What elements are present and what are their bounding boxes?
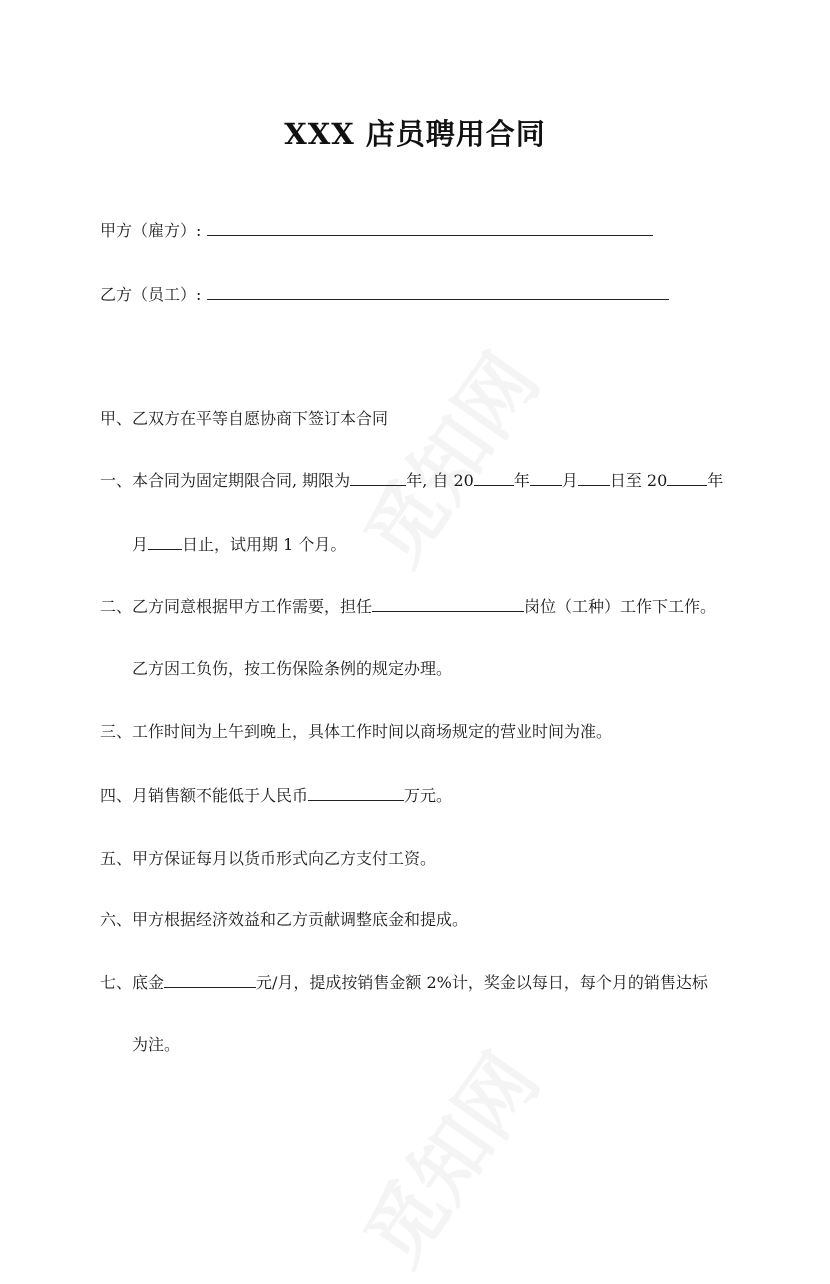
end-month-blank[interactable]: [148, 534, 182, 550]
clause-1-line-2: [132, 534, 346, 556]
clause-4-text: 四、月销售额不能低于人民币: [100, 786, 309, 805]
party-b-line: [100, 284, 669, 306]
watermark-bottom: [334, 1028, 560, 1284]
clause-7-line-2: 为注。: [132, 1035, 181, 1054]
base-salary-blank[interactable]: [164, 972, 256, 988]
clause-3: 三、工作时间为上午到晚上，具体工作时间以商场规定的营业时间为准。: [100, 722, 613, 741]
clause-7-line-1: [100, 972, 708, 994]
clause-1-text: 日止，试用期 1 个月。: [182, 535, 347, 554]
document-title: XXX 店员聘用合同: [284, 117, 546, 151]
watermark: [334, 328, 560, 584]
clause-1-text: 年: [707, 471, 724, 490]
party-a-line: [100, 220, 653, 242]
clause-1-text: 日至 20: [609, 471, 668, 490]
party-a-label: 甲方（雇方）:: [100, 221, 202, 240]
clause-2-line-1: [100, 596, 716, 618]
clause-1-text: 月: [132, 535, 149, 554]
start-day-blank[interactable]: [578, 470, 610, 486]
sales-amount-blank[interactable]: [308, 785, 404, 801]
start-month-blank[interactable]: [530, 470, 562, 486]
clause-2-text: 岗位（工种）工作下工作。: [524, 597, 717, 616]
clause-7-text: 七、底金: [100, 973, 165, 992]
clause-1-text: 一、本合同为固定期限合同, 期限为: [100, 471, 351, 490]
start-year-blank[interactable]: [474, 470, 514, 486]
party-b-label: 乙方（员工）:: [100, 285, 202, 304]
clause-2-line-2: 乙方因工负伤，按工伤保险条例的规定办理。: [132, 659, 453, 678]
clause-5: 五、甲方保证每月以货币形式向乙方支付工资。: [100, 849, 437, 868]
clause-1-text: 月: [561, 471, 578, 490]
preamble: 甲、乙双方在平等自愿协商下签订本合同: [100, 409, 389, 428]
party-a-blank[interactable]: [207, 220, 653, 236]
clause-4-text: 万元。: [404, 786, 453, 805]
clause-7-text: 元/月，提成按销售金额 2%计，奖金以每日，每个月的销售达标: [256, 973, 708, 992]
term-years-blank[interactable]: [350, 470, 406, 486]
clause-4: [100, 785, 452, 807]
clause-1-text: 年: [513, 471, 530, 490]
clause-6: 六、甲方根据经济效益和乙方贡献调整底金和提成。: [100, 910, 469, 929]
end-year-blank[interactable]: [667, 470, 707, 486]
party-b-blank[interactable]: [207, 284, 669, 300]
clause-1-line-1: [100, 470, 723, 492]
clause-2-text: 二、乙方同意根据甲方工作需要，担任: [100, 597, 373, 616]
clause-1-text: 年, 自 20: [406, 471, 474, 490]
position-blank[interactable]: [372, 596, 524, 612]
